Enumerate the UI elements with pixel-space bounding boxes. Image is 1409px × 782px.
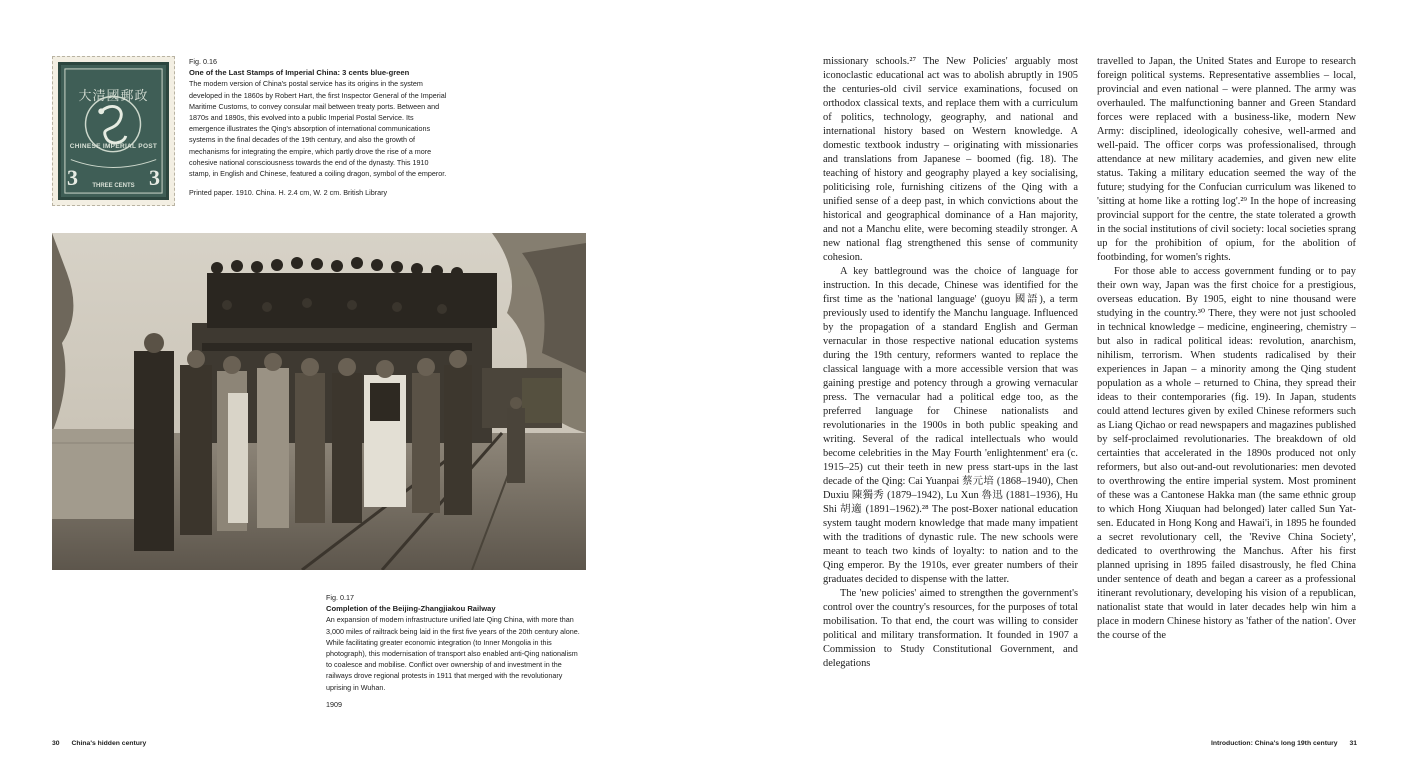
figure-title: Completion of the Beijing-Zhangjiakou Railway bbox=[326, 604, 496, 614]
footer-left bbox=[52, 740, 146, 747]
running-head: China's hidden century bbox=[71, 740, 147, 747]
text-column-2 bbox=[1097, 55, 1356, 643]
stamp-chinese-text: 大清國郵政 bbox=[78, 88, 149, 103]
railway-scene-illustration bbox=[52, 233, 586, 570]
figure-description: The modern version of China's postal service has its origins in the system developed in the 1860s by Robert Hart, the first Inspector General of the Imperial Maritime Customs, to convey consular mail between treaty ports. Between and 1870s and 1890s, this evolved into a public Imperial Postal Service. Its emergence illustrates the Qing's absorption of international communications systems in the final decades of the 19th century, and also the growth of mechanisms for integrating the empire, which partly drove the rise of a more cohesive national consciousness towards the end of the dynasty. This 1910 stamp, in English and Chinese, featured a coiling dragon, symbol of the emperor. bbox=[189, 79, 447, 179]
stamp-numeral-right: 3 bbox=[149, 165, 160, 190]
figure-description: An expansion of modern infrastructure unified late Qing China, with more than 3,000 miles of railtrack being laid in the first five years of the 20th century alone. While facilitating greater economic integration (to Inner Mongolia in this photograph), this modernisation of transport also enabled anti-Qing nationalism to coalesce and mobilise. Conflict over ownership of and investment in the railways drove regional protests in 1911 that merged with the revolutionary uprising in Wuhan. bbox=[326, 615, 580, 692]
stamp-image bbox=[52, 56, 175, 206]
page-number: 30 bbox=[52, 740, 60, 747]
figure-credit: Printed paper. 1910. China. H. 2.4 cm, W. 2 cm. British Library bbox=[189, 188, 388, 198]
stamp-value-text: THREE CENTS bbox=[92, 183, 135, 189]
paragraph: For those able to access government funding or to pay their own way, Japan was the first choice for a prestigious, overseas education. By 1905, eight to nine thousand were studying in the country.³⁰ There, they were not just schooled in technical knowledge – medicine, engineering, chemistry – but also in radical political ideas: revolution, anarchism, nihilism, terrorism. When students radicalised by their experiences in Japan – a minority among the Qing student population as a whole – returned to China, they spread their ideas to their contemporaries (fig. 19). In Japan, students could attend lectures given by exiled Chinese reformers such as Liang Qichao or read newspapers and magazines published by self-proclaimed revolutionaries. The breakdown of old certainties that accelerated in the 1890s produced not only reformers, but also out-and-out revolutionaries: men devoted to overthrowing the entire imperial system. Most prominent of these was a Cantonese Hakka man (the same ethnic group to which Hong Xiuquan had belonged) later called Sun Yat-sen. Educated in Hong Kong and Hawai'i, in 1895 he founded a secret revolutionary cell, the 'Revive China Society', dedicated to overthrowing the Manchus. After his first planned uprising in 1895 failed disastrously, he fled China under sentence of death and began a career as a professional itinerant revolutionary, developing his vision of a republican, nationalist state that would in later decades help win him a place in modern Chinese history as 'father of the nation'. Over the course of the bbox=[1097, 266, 1356, 641]
footer-right bbox=[1211, 740, 1357, 747]
paragraph: The 'new policies' aimed to strengthen the government's control over the country's resources, for the purposes of total mobilisation. To that end, the court was willing to consider political and military transformation. It founded in 1907 a Commission to Study Constitutional Government, and delegations bbox=[823, 588, 1078, 669]
figure-title: One of the Last Stamps of Imperial China: 3 cents blue-green bbox=[189, 68, 410, 78]
figure-caption-016 bbox=[189, 56, 451, 198]
page-number: 31 bbox=[1349, 740, 1357, 747]
running-head: Introduction: China's long 19th century bbox=[1210, 740, 1338, 747]
left-page bbox=[0, 0, 704, 782]
railway-photograph bbox=[52, 233, 586, 570]
figure-caption-017 bbox=[326, 592, 582, 710]
figure-number: Fig. 0.16 bbox=[189, 57, 217, 66]
stamp-english-text: CHINESE IMPERIAL POST bbox=[69, 143, 158, 150]
paragraph: A key battleground was the choice of language for instruction. In this decade, Chinese was identified for the first time as the 'national language' (guoyu 國語), a term previously used to identify the Manchu language. Influenced by the propagation of a standard English and German vernacular in those respective national education systems during the 19th century, reformers wanted to replace the classical language with a more accessible version that was gaining prestige and potency through a growing vernacular press. The vernacular had a political edge too, as the preferred language for Chinese nationalists and revolutionaries in the 1900s in both public speaking and writing. Several of the radical intellectuals who would become celebrities in the May Fourth 'enlightenment' era (c. 1915–25) cut their teeth in new press start-ups in the last decade of the Qing: Cai Yuanpai 蔡元培 (1868–1940), Chen Duxiu 陳獨秀 (1879–1942), Lu Xun 魯迅 (1881–1936), Hu Shi 胡適 (1891–1962).²⁸ The post-Boxer national education system taught modern knowledge that made many impatient with the traditions of dynastic rule. The new schools were meant to teach two kinds of loyalty: to nation and to the Qing emperor. By the 1910s, ever greater numbers of their graduates decided to dispense with the latter. bbox=[823, 266, 1078, 585]
figure-number: Fig. 0.17 bbox=[326, 593, 354, 602]
figure-credit: 1909 bbox=[326, 699, 342, 709]
text-column-1 bbox=[823, 55, 1078, 671]
stamp-numeral-left: 3 bbox=[67, 165, 78, 190]
stamp-face bbox=[58, 62, 169, 200]
paragraph: travelled to Japan, the United States and Europe to research foreign political systems. Representative assemblies – local, provincial and even national – were planned. The army was overhauled. The malfunctioning banner and Green Standard forces were replaced with a business-like, modern New Army: disciplined, ideologically cohesive, well-armed and well-paid. The officer corps was professionalised, through attendance at new military academies, and given new elite status. Taking a military education seemed the way of the future; studying for the Confucian curriculum was likened to 'sitting at home like a rotting log'.²⁹ In the hope of increasing provincial support for the centre, the state tolerated a growth in the social institutions of civil society: local societies sprang up for the prohibition of opium, for the abolition of footbinding, for women's rights. bbox=[1097, 56, 1356, 263]
paragraph: missionary schools.²⁷ The New Policies' arguably most iconoclastic educational act was to abolish abruptly in 1905 the centuries-old civil service examinations, focused on orthodox classical texts, and replace them with a curriculum of politics, technology, geography, and national and international history based on Western knowledge. A domestic textbook industry – originating with missionaries and translations from Japanese – boomed (fig. 18). The teaching of history and geography played a key socialising, politicising role, furnishing citizens of the Qing with a unified sense of a deep past, in which convictions about the historical and geographical dominance of a Han majority, and not a Manchu elite, were becoming steadily stronger. A new national flag strengthened this sense of community cohesion. bbox=[823, 56, 1078, 263]
